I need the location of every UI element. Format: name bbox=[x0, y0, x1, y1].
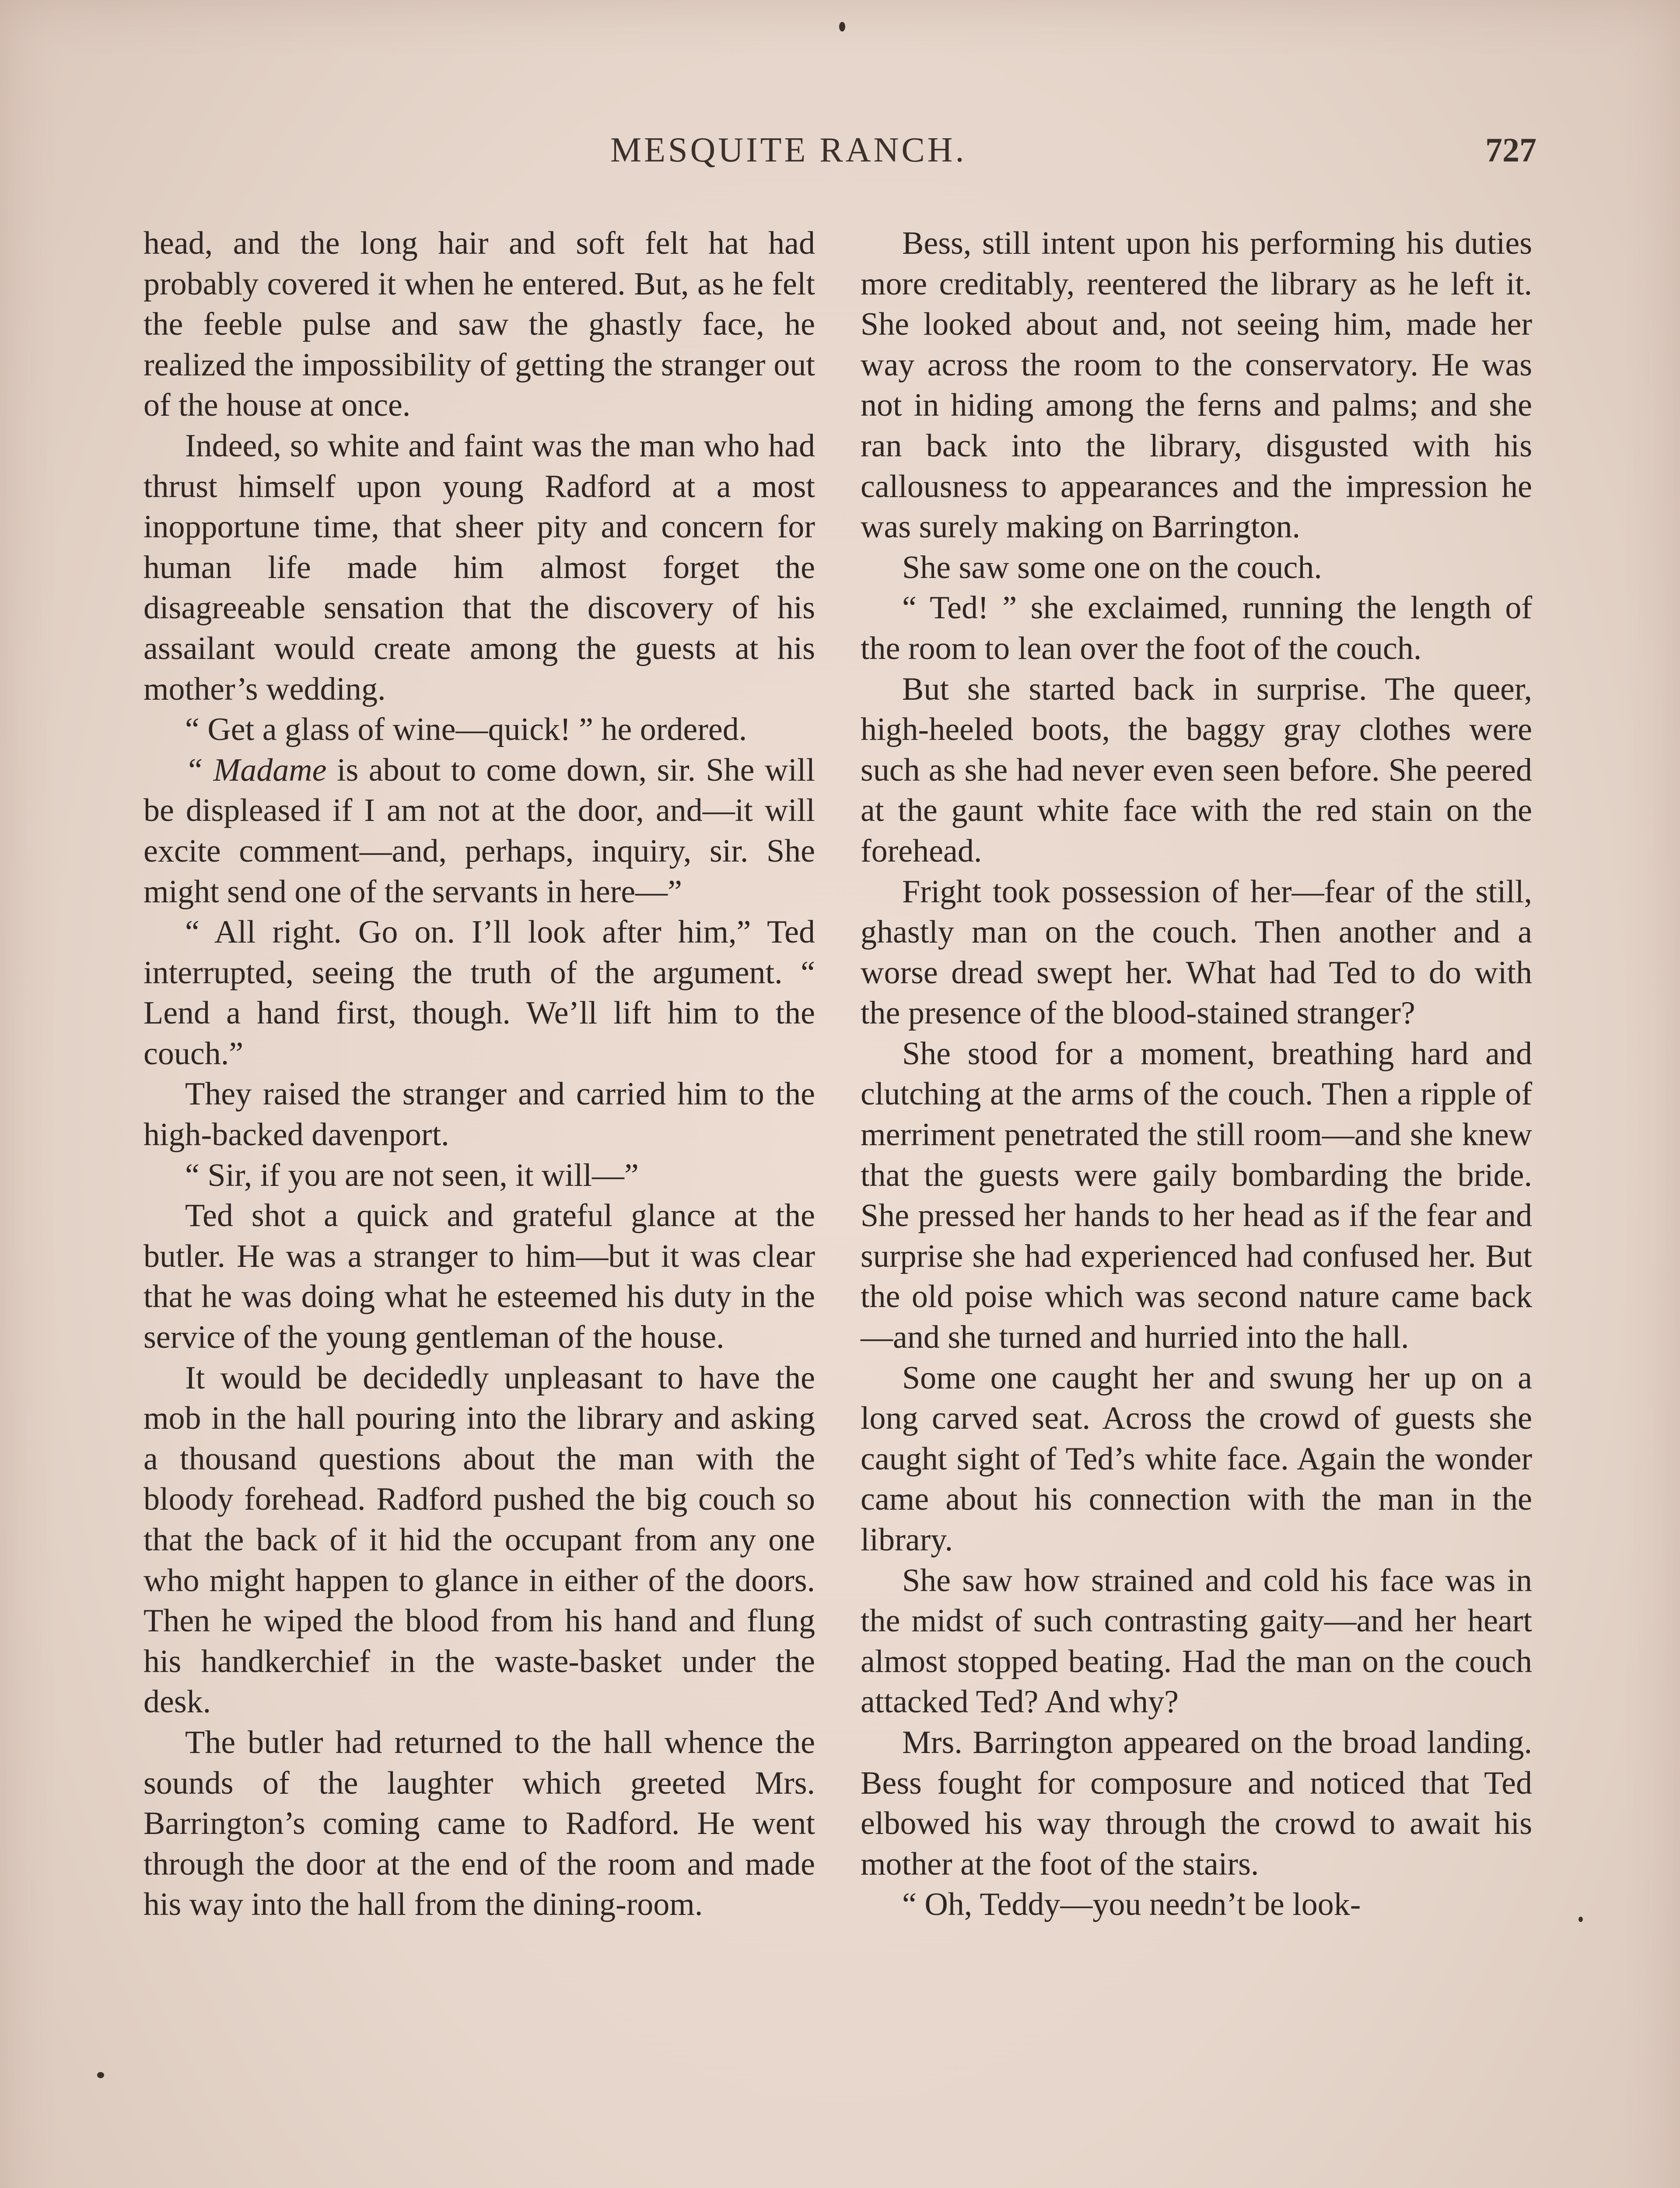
paragraph-rest: is about to come down, sir. She will be displeased if I am not at the door, and—it will excite comment—and, perhaps, inquiry, sir. She might send one of the servants in here—” bbox=[144, 752, 816, 910]
ink-speck bbox=[839, 22, 845, 32]
paragraph: Fright took possession of her—fear of the still, ghastly man on the couch. Then another and a worse dread swept her. What had Ted to do with the presence of the blood-stained stranger? bbox=[861, 873, 1532, 1031]
paragraph: It would be decidedly unpleasant to have the mob in the hall pouring into the library and asking a thousand questions about the man with the bloody forehead. Radford pushed the big couch so that the back of it hid the occupant from any one who might happen to glance in either of the doors. Then he wiped the blood from his hand and flung his handkerchief in the waste-basket under the desk. bbox=[144, 1360, 815, 1720]
running-title: MESQUITE RANCH. bbox=[610, 131, 967, 169]
paragraph: She saw how strained and cold his face was in the midst of such contrasting gaity—and her heart almost stopped beating. Had the man on the couch attacked Ted? And why? bbox=[861, 1562, 1532, 1720]
ink-speck bbox=[1578, 1917, 1583, 1922]
paragraph: “ Get a glass of wine—quick! ” he ordered. bbox=[185, 712, 747, 748]
paragraph: “ Oh, Teddy—you needn’t be look- bbox=[902, 1886, 1361, 1923]
paragraph bbox=[144, 750, 815, 912]
paragraph: “ Ted! ” she exclaimed, running the length of the room to lean over the foot of the couch. bbox=[861, 590, 1532, 666]
paragraph: The butler had returned to the hall whence the sounds of the laughter which greeted Mrs. Barrington’s coming came to Radford. He went through the door at the end of the room and made his way into the hall from the dining-room. bbox=[144, 1724, 815, 1923]
paragraph: Mrs. Barrington appeared on the broad landing. Bess fought for composure and noticed that Ted elbowed his way through the crowd to await his mother at the foot of the stairs. bbox=[861, 1724, 1532, 1882]
paragraph: She saw some one on the couch. bbox=[902, 549, 1322, 586]
left-column bbox=[144, 223, 815, 1925]
paragraph: Bess, still intent upon his performing his duties more creditably, reentered the library as he left it. She looked about and, not seeing him, made her way across the room to the conservatory. He was not in hiding among the ferns and palms; and she ran back into the library, disgusted with his callousness to appearances and the impression he was surely making on Barrington. bbox=[861, 225, 1532, 545]
paragraph: Ted shot a quick and grateful glance at the butler. He was a stranger to him—but it was clear that he was doing what he esteemed his duty in the service of the young gentleman of the house. bbox=[144, 1198, 815, 1356]
paragraph: Some one caught her and swung her up on a long carved seat. Across the crowd of guests she caught sight of Ted’s white face. Again the wonder came about his connection with the man in the library. bbox=[861, 1360, 1532, 1558]
page-number: 727 bbox=[1485, 131, 1536, 169]
paragraph: “ All right. Go on. I’ll look after him,” Ted interrupted, seeing the truth of the argument. “ Lend a hand first, though. We’ll lift him to the couch.” bbox=[144, 914, 815, 1072]
paragraph: head, and the long hair and soft felt hat had probably covered it when he entered. But, as he felt the feeble pulse and saw the ghastly face, he realized the impossibility of getting the stranger out of the house at once. bbox=[144, 225, 815, 424]
paragraph: But she started back in surprise. The queer, high-heeled boots, the baggy gray clothes were such as she had never even seen before. She peered at the gaunt white face with the red stain on the forehead. bbox=[861, 671, 1532, 869]
right-column bbox=[861, 223, 1532, 1925]
paragraph: Indeed, so white and faint was the man who had thrust himself upon young Radford at a most inopportune time, that sheer pity and concern for human life made him almost forget the disagreeable sensation that the discovery of his assailant would create among the guests at his mother’s wedding. bbox=[144, 428, 815, 707]
italic-lead: “ Madame bbox=[185, 752, 327, 788]
paragraph: She stood for a moment, breathing hard and clutching at the arms of the couch. Then a ripple of merriment penetrated the still room—and she knew that the guests were gaily bombarding the bride. She pressed her hands to her head as if the fear and surprise she had experienced had confused her. But the old poise which was second nature came back—and she turned and hurried into the hall. bbox=[861, 1035, 1532, 1356]
ink-speck bbox=[97, 2072, 104, 2078]
paragraph: “ Sir, if you are not seen, it will—” bbox=[185, 1157, 639, 1193]
paragraph: They raised the stranger and carried him to the high-backed davenport. bbox=[144, 1076, 815, 1153]
